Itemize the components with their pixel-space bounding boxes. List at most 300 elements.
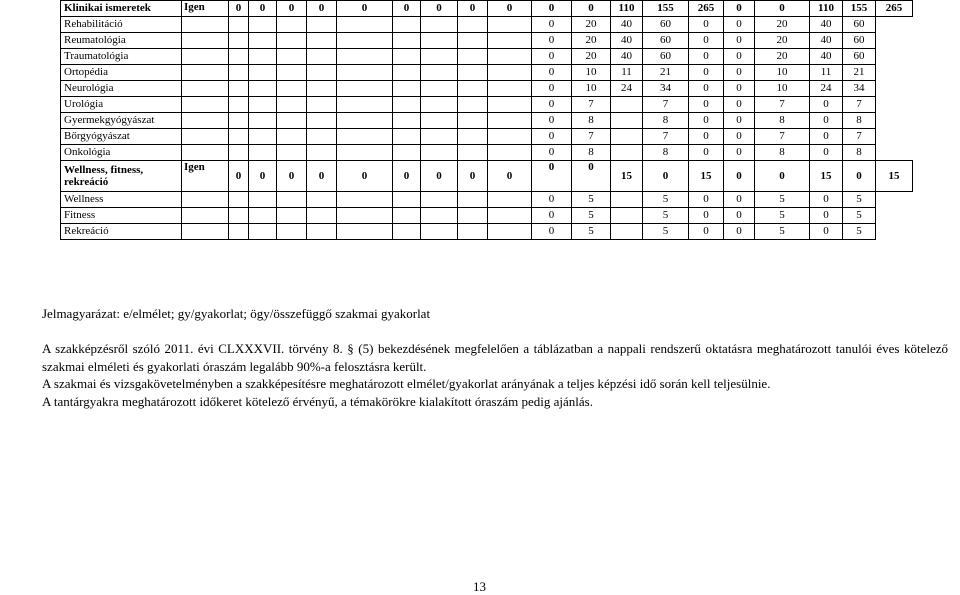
empty-cell — [307, 129, 337, 145]
empty-cell — [229, 145, 249, 161]
value-cell: 265 — [876, 1, 913, 17]
empty-cell — [249, 97, 277, 113]
value-cell: 60 — [643, 33, 689, 49]
empty-cell — [421, 192, 458, 208]
row-name-cell: Rekreáció — [61, 224, 182, 240]
table-group-row — [61, 1, 913, 17]
empty-cell — [277, 224, 307, 240]
empty-cell — [611, 208, 643, 224]
value-cell: 0 — [249, 1, 277, 17]
empty-cell — [393, 17, 421, 33]
empty-cell — [307, 208, 337, 224]
value-cell: 0 — [724, 49, 755, 65]
value-cell: 0 — [843, 161, 876, 192]
value-cell: 5 — [643, 224, 689, 240]
value-cell: 0 — [532, 192, 572, 208]
value-cell: 0 — [689, 17, 724, 33]
value-cell: 8 — [755, 113, 810, 129]
value-cell: 0 — [249, 161, 277, 192]
value-cell: 15 — [689, 161, 724, 192]
empty-cell — [337, 65, 393, 81]
empty-cell — [229, 17, 249, 33]
empty-cell — [182, 192, 229, 208]
value-cell: 0 — [755, 1, 810, 17]
empty-cell — [249, 145, 277, 161]
value-cell: 0 — [488, 161, 532, 192]
table-row — [61, 81, 913, 97]
value-cell: 0 — [724, 17, 755, 33]
empty-cell — [277, 145, 307, 161]
empty-cell — [393, 113, 421, 129]
empty-cell — [458, 113, 488, 129]
empty-cell — [488, 113, 532, 129]
value-cell: 0 — [307, 1, 337, 17]
row-name-cell: Bőrgyógyászat — [61, 129, 182, 145]
value-cell: 0 — [810, 113, 843, 129]
empty-cell — [458, 17, 488, 33]
value-cell: 0 — [532, 81, 572, 97]
value-cell: 0 — [724, 65, 755, 81]
value-cell: 7 — [843, 129, 876, 145]
empty-cell — [488, 49, 532, 65]
row-name-cell: Gyermekgyógyászat — [61, 113, 182, 129]
value-cell: 110 — [810, 1, 843, 17]
value-cell: 21 — [843, 65, 876, 81]
row-name-cell — [61, 161, 182, 192]
table-row — [61, 113, 913, 129]
value-cell: 110 — [611, 1, 643, 17]
empty-cell — [307, 97, 337, 113]
row-name-line: Wellness, fitness, — [64, 164, 144, 176]
empty-cell — [277, 97, 307, 113]
empty-cell — [393, 81, 421, 97]
empty-cell — [337, 49, 393, 65]
empty-cell — [182, 17, 229, 33]
value-cell: 0 — [532, 97, 572, 113]
value-cell: 7 — [572, 97, 611, 113]
value-cell: 8 — [643, 113, 689, 129]
empty-cell — [182, 97, 229, 113]
value-cell: 0 — [337, 1, 393, 17]
empty-cell — [337, 17, 393, 33]
value-cell: 40 — [810, 33, 843, 49]
empty-cell — [458, 224, 488, 240]
empty-cell — [307, 49, 337, 65]
value-cell: 40 — [611, 17, 643, 33]
value-cell: 5 — [755, 192, 810, 208]
value-cell: 24 — [810, 81, 843, 97]
empty-cell — [611, 129, 643, 145]
value-cell: 0 — [643, 161, 689, 192]
value-cell: 0 — [532, 65, 572, 81]
table-row — [61, 145, 913, 161]
value-cell: 0 — [810, 145, 843, 161]
value-cell: 0 — [810, 224, 843, 240]
row-name-cell: Reumatológia — [61, 33, 182, 49]
requirement-cell: Igen — [182, 1, 229, 17]
value-cell: 20 — [572, 17, 611, 33]
empty-cell — [458, 65, 488, 81]
table-row — [61, 129, 913, 145]
empty-cell — [229, 49, 249, 65]
empty-cell — [249, 208, 277, 224]
value-cell: 0 — [689, 33, 724, 49]
row-name-cell: Neurológia — [61, 81, 182, 97]
value-cell: 0 — [689, 145, 724, 161]
value-cell: 60 — [843, 33, 876, 49]
value-cell: 0 — [689, 113, 724, 129]
empty-cell — [277, 49, 307, 65]
row-name-cell: Klinikai ismeretek — [61, 1, 182, 17]
value-cell: 0 — [532, 224, 572, 240]
empty-cell — [249, 113, 277, 129]
empty-cell — [421, 97, 458, 113]
value-cell: 0 — [689, 97, 724, 113]
value-cell: 60 — [843, 17, 876, 33]
empty-cell — [488, 33, 532, 49]
table-row — [61, 192, 913, 208]
empty-cell — [421, 129, 458, 145]
value-cell: 0 — [532, 33, 572, 49]
value-cell: 0 — [810, 208, 843, 224]
value-cell: 0 — [724, 97, 755, 113]
value-cell: 5 — [755, 224, 810, 240]
empty-cell — [421, 65, 458, 81]
value-cell: 0 — [532, 17, 572, 33]
empty-cell — [307, 33, 337, 49]
empty-cell — [229, 224, 249, 240]
empty-cell — [307, 224, 337, 240]
empty-cell — [337, 113, 393, 129]
empty-cell — [488, 65, 532, 81]
empty-cell — [337, 145, 393, 161]
empty-cell — [611, 113, 643, 129]
empty-cell — [307, 192, 337, 208]
value-cell: 20 — [572, 49, 611, 65]
empty-cell — [393, 192, 421, 208]
empty-cell — [249, 81, 277, 97]
value-cell: 10 — [572, 65, 611, 81]
empty-cell — [229, 97, 249, 113]
empty-cell — [249, 17, 277, 33]
empty-cell — [182, 145, 229, 161]
value-cell: 24 — [611, 81, 643, 97]
empty-cell — [249, 49, 277, 65]
value-cell: 40 — [611, 49, 643, 65]
value-cell: 15 — [611, 161, 643, 192]
row-name-cell: Ortopédia — [61, 65, 182, 81]
value-cell: 8 — [843, 145, 876, 161]
table-row — [61, 208, 913, 224]
value-cell: 10 — [755, 81, 810, 97]
table-body — [61, 1, 913, 240]
value-cell: 0 — [393, 1, 421, 17]
empty-cell — [458, 145, 488, 161]
empty-cell — [458, 192, 488, 208]
empty-cell — [393, 65, 421, 81]
empty-cell — [277, 113, 307, 129]
value-cell: 0 — [755, 161, 810, 192]
value-cell: 0 — [229, 1, 249, 17]
empty-cell — [393, 97, 421, 113]
empty-cell — [421, 49, 458, 65]
value-cell: 0 — [421, 1, 458, 17]
empty-cell — [488, 97, 532, 113]
value-cell: 155 — [843, 1, 876, 17]
value-cell: 0 — [724, 129, 755, 145]
value-cell: 0 — [724, 1, 755, 17]
value-cell: 0 — [229, 161, 249, 192]
row-name-cell: Traumatológia — [61, 49, 182, 65]
empty-cell — [488, 224, 532, 240]
value-cell: 10 — [755, 65, 810, 81]
value-cell: 0 — [689, 49, 724, 65]
value-cell: 0 — [572, 1, 611, 17]
empty-cell — [458, 49, 488, 65]
empty-cell — [229, 81, 249, 97]
value-cell: 7 — [572, 129, 611, 145]
empty-cell — [249, 33, 277, 49]
value-cell: 0 — [810, 129, 843, 145]
value-cell: 0 — [810, 192, 843, 208]
empty-cell — [611, 224, 643, 240]
value-cell: 5 — [843, 192, 876, 208]
empty-cell — [182, 49, 229, 65]
value-cell: 8 — [755, 145, 810, 161]
empty-cell — [337, 224, 393, 240]
value-cell: 11 — [810, 65, 843, 81]
empty-cell — [421, 208, 458, 224]
value-cell: 0 — [307, 161, 337, 192]
empty-cell — [229, 33, 249, 49]
empty-cell — [421, 113, 458, 129]
value-cell: 155 — [643, 1, 689, 17]
value-cell: 20 — [572, 33, 611, 49]
empty-cell — [249, 65, 277, 81]
empty-cell — [421, 145, 458, 161]
value-cell: 0 — [689, 208, 724, 224]
empty-cell — [337, 208, 393, 224]
value-cell: 40 — [810, 17, 843, 33]
value-cell: 0 — [277, 1, 307, 17]
empty-cell — [337, 81, 393, 97]
value-cell: 20 — [755, 49, 810, 65]
value-cell: 8 — [572, 113, 611, 129]
value-cell: 0 — [488, 1, 532, 17]
empty-cell — [393, 33, 421, 49]
value-cell: 0 — [724, 81, 755, 97]
empty-cell — [277, 81, 307, 97]
note-paragraph: A tantárgyakra meghatározott időkeret kötelező érvényű, a témakörökre kialakított óraszám pedig ajánlás. — [42, 393, 593, 409]
empty-cell — [488, 208, 532, 224]
value-cell: 0 — [532, 113, 572, 129]
empty-cell — [307, 145, 337, 161]
empty-cell — [611, 192, 643, 208]
value-cell: 0 — [689, 192, 724, 208]
value-cell: 8 — [572, 145, 611, 161]
value-cell: 8 — [843, 113, 876, 129]
empty-cell — [488, 192, 532, 208]
table-row — [61, 33, 913, 49]
empty-cell — [393, 208, 421, 224]
row-name-cell: Rehabilitáció — [61, 17, 182, 33]
value-cell: 5 — [572, 192, 611, 208]
empty-cell — [182, 65, 229, 81]
empty-cell — [488, 81, 532, 97]
value-cell: 0 — [532, 161, 572, 192]
empty-cell — [249, 192, 277, 208]
value-cell: 0 — [421, 161, 458, 192]
value-cell: 5 — [843, 224, 876, 240]
value-cell: 0 — [724, 208, 755, 224]
table-row — [61, 65, 913, 81]
row-name-cell: Fitness — [61, 208, 182, 224]
empty-cell — [307, 17, 337, 33]
value-cell: 10 — [572, 81, 611, 97]
empty-cell — [249, 224, 277, 240]
empty-cell — [307, 113, 337, 129]
value-cell: 0 — [532, 49, 572, 65]
empty-cell — [337, 97, 393, 113]
empty-cell — [229, 65, 249, 81]
notes-block — [42, 340, 948, 410]
value-cell: 5 — [572, 224, 611, 240]
empty-cell — [458, 129, 488, 145]
value-cell: 20 — [755, 33, 810, 49]
value-cell: 60 — [643, 49, 689, 65]
empty-cell — [337, 129, 393, 145]
value-cell: 0 — [689, 129, 724, 145]
empty-cell — [421, 33, 458, 49]
row-name-line: rekreáció — [64, 176, 109, 188]
value-cell: 0 — [393, 161, 421, 192]
value-cell: 0 — [724, 33, 755, 49]
empty-cell — [182, 33, 229, 49]
value-cell: 0 — [724, 145, 755, 161]
empty-cell — [182, 224, 229, 240]
value-cell: 7 — [755, 97, 810, 113]
empty-cell — [488, 17, 532, 33]
value-cell: 0 — [337, 161, 393, 192]
empty-cell — [182, 113, 229, 129]
empty-cell — [458, 81, 488, 97]
value-cell: 0 — [724, 113, 755, 129]
empty-cell — [277, 208, 307, 224]
empty-cell — [277, 129, 307, 145]
empty-cell — [458, 97, 488, 113]
table-row — [61, 224, 913, 240]
empty-cell — [182, 208, 229, 224]
value-cell: 265 — [689, 1, 724, 17]
value-cell: 15 — [810, 161, 843, 192]
value-cell: 0 — [810, 97, 843, 113]
empty-cell — [458, 33, 488, 49]
empty-cell — [611, 97, 643, 113]
row-name-cell: Onkológia — [61, 145, 182, 161]
empty-cell — [249, 129, 277, 145]
table-group-row — [61, 161, 913, 192]
empty-cell — [611, 145, 643, 161]
table-row — [61, 49, 913, 65]
empty-cell — [307, 81, 337, 97]
value-cell: 60 — [843, 49, 876, 65]
value-cell: 5 — [643, 208, 689, 224]
value-cell: 40 — [810, 49, 843, 65]
value-cell: 0 — [724, 192, 755, 208]
value-cell: 5 — [755, 208, 810, 224]
empty-cell — [393, 129, 421, 145]
row-name-cell: Wellness — [61, 192, 182, 208]
empty-cell — [277, 17, 307, 33]
empty-cell — [458, 208, 488, 224]
value-cell: 40 — [611, 33, 643, 49]
empty-cell — [182, 129, 229, 145]
curriculum-table — [60, 0, 913, 240]
empty-cell — [393, 145, 421, 161]
page-number: 13 — [473, 579, 486, 594]
note-paragraph: A szakképzésről szóló 2011. évi CLXXXVII. törvény 8. § (5) bekezdésének megfelelően a táblázatban a nappali rendszerű oktatásra meghatározott tanulói éves kötelező szakmai elméleti és gyakorlati óraszám legalább 90%-a felosztásra került. — [42, 341, 948, 374]
value-cell: 15 — [876, 161, 913, 192]
value-cell: 0 — [532, 208, 572, 224]
empty-cell — [182, 81, 229, 97]
value-cell: 0 — [689, 224, 724, 240]
row-name-cell: Urológia — [61, 97, 182, 113]
empty-cell — [488, 129, 532, 145]
empty-cell — [421, 17, 458, 33]
empty-cell — [421, 224, 458, 240]
empty-cell — [393, 224, 421, 240]
value-cell: 0 — [689, 81, 724, 97]
empty-cell — [229, 208, 249, 224]
note-paragraph: A szakmai és vizsgakövetelményben a szakképesítésre meghatározott elmélet/gyakorlat arányának a teljes képzési idő során kell teljesülnie. — [42, 376, 771, 391]
requirement-cell: Igen — [182, 161, 229, 192]
empty-cell — [277, 33, 307, 49]
empty-cell — [229, 129, 249, 145]
legend-text: Jelmagyarázat: e/elmélet; gy/gyakorlat; ögy/összefüggő szakmai gyakorlat — [42, 306, 431, 321]
empty-cell — [337, 33, 393, 49]
empty-cell — [307, 65, 337, 81]
value-cell: 21 — [643, 65, 689, 81]
value-cell: 0 — [689, 65, 724, 81]
empty-cell — [421, 81, 458, 97]
value-cell: 20 — [755, 17, 810, 33]
empty-cell — [277, 65, 307, 81]
value-cell: 0 — [724, 161, 755, 192]
value-cell: 0 — [458, 161, 488, 192]
value-cell: 5 — [643, 192, 689, 208]
value-cell: 11 — [611, 65, 643, 81]
value-cell: 34 — [843, 81, 876, 97]
empty-cell — [277, 192, 307, 208]
empty-cell — [337, 192, 393, 208]
value-cell: 7 — [643, 97, 689, 113]
value-cell: 5 — [572, 208, 611, 224]
value-cell: 0 — [532, 1, 572, 17]
value-cell: 0 — [532, 129, 572, 145]
empty-cell — [229, 113, 249, 129]
table-row — [61, 97, 913, 113]
value-cell: 8 — [643, 145, 689, 161]
value-cell: 5 — [843, 208, 876, 224]
value-cell: 34 — [643, 81, 689, 97]
value-cell: 7 — [755, 129, 810, 145]
empty-cell — [488, 145, 532, 161]
value-cell: 7 — [643, 129, 689, 145]
value-cell: 7 — [843, 97, 876, 113]
value-cell: 0 — [572, 161, 611, 192]
value-cell: 0 — [458, 1, 488, 17]
value-cell: 0 — [277, 161, 307, 192]
